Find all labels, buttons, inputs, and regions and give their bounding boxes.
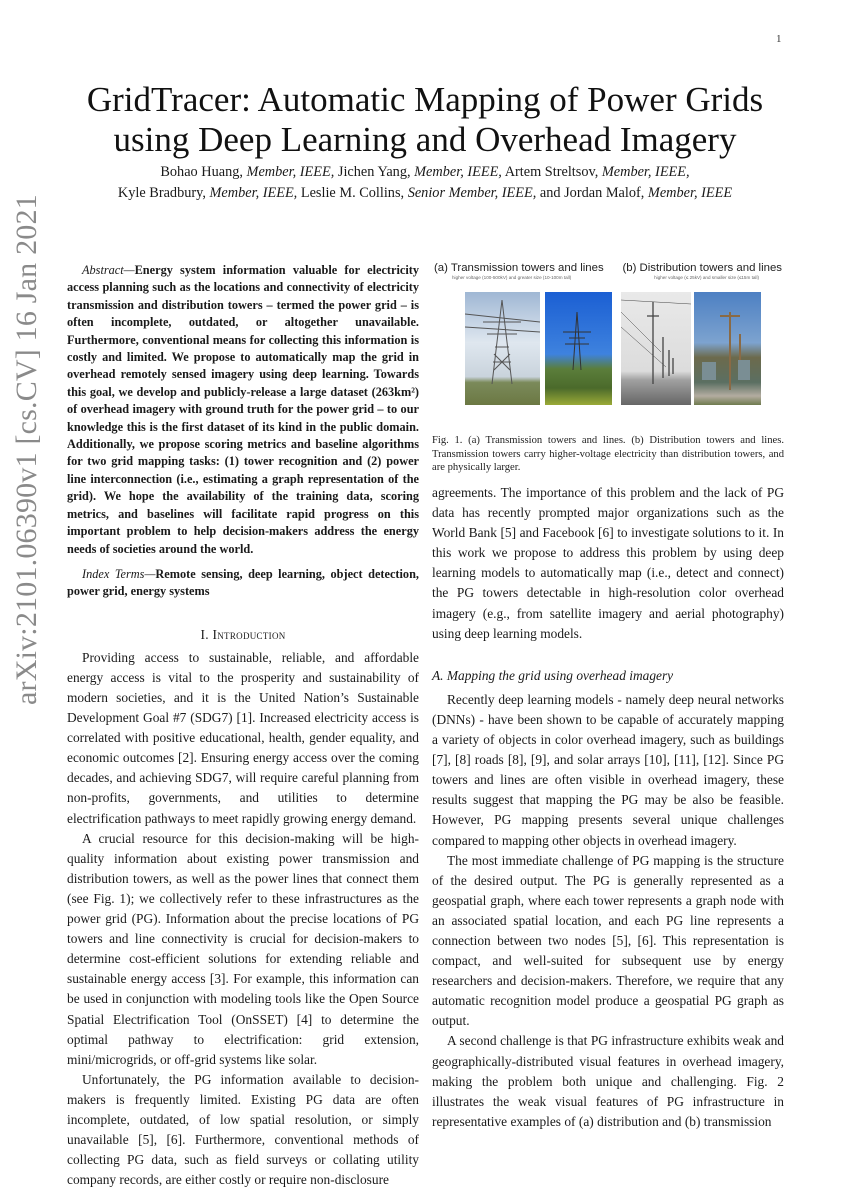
abstract — [67, 262, 419, 601]
author-affiliation: Senior Member, IEEE, — [407, 185, 537, 201]
paragraph: agreements. The importance of this problem and the lack of PG data has recently prompted major organizations such as the World Bank [5] and Facebook [6] to investigate solutions to it. In this work we propose to address this problem by using deep learning models to automatically map (i.e., detect and connect) the PG towers detectable in high-resolution color overhead imagery (e.g., from satellite imagery and aerial photography) using deep learning models. — [432, 485, 784, 641]
abstract-text: Energy system information valuable for electricity access planning such as the locations and connectivity of electricity transmission and distribution towers – termed the power grid – is often incomplete, outdated, or altogether unavailable. Furthermore, conventional means for collecting this information is costly and limited. We propose to automatically map the grid in overhead remotely sensed imagery using deep learning. Towards this goal, we develop and publicly-release a large dataset (263km²) of overhead imagery with ground truth for the power grid – to our knowledge this is the first dataset of its kind in the public domain. Additionally, we propose scoring metrics and baseline algorithms for two grid mapping tasks: (1) tower recognition and (2) power line interconnection (i.e., estimating a graph representation of the grid). We hope the availability of the training data, scoring metrics, and baselines will facilitate rapid progress on this important problem to help decision-makers address the energy needs of societies around the world. — [67, 263, 419, 556]
author: Bohao Huang, — [160, 164, 243, 180]
distribution-pole-photo-1 — [621, 292, 691, 405]
page-number: 1 — [776, 33, 782, 45]
figure-caption: Fig. 1. (a) Transmission towers and lines. (b) Distribution towers and lines. Transmission towers carry higher-voltage electricity than distribution towers, and are physically larger. — [432, 435, 784, 474]
title-line-2: using Deep Learning and Overhead Imagery — [113, 120, 737, 159]
transmission-tower-photo-2 — [545, 292, 612, 405]
paragraph: Providing access to sustainable, reliable, and affordable energy access is vital to the prosperity and sustainability of modern societies, and it is the United Nation’s Sustainable Development Goal #7 (SDG7) [1]. Increased electricity access is correlated with positive educational, health, gender equality, and economic outcomes [2]. Ensuring energy access over the coming decades, and achieving SDG7, will require careful planning from non-profits, governments, and utilities to determine electrification pathways to meet rapidly growing energy demand. — [67, 649, 419, 826]
transmission-tower-photo-1 — [465, 292, 540, 405]
author: Jichen Yang, — [337, 164, 411, 180]
right-column — [432, 483, 784, 1132]
paragraph: The most immediate challenge of PG mapping is the structure of the desired output. The PG is generally represented as a geospatial graph, where each tower represents a graph node with an associated spatial location, and each PG line represents a connection between two nodes [5], [6]. This representation is compact, and well-suited for subsequent use by energy researchers and decision-makers. Therefore, we require that any automatic recognition model produce a geospatial PG graph as output. — [432, 852, 784, 1029]
subsection-heading: A. Mapping the grid using overhead imagery — [432, 667, 674, 683]
figure-1 — [432, 262, 784, 475]
figure-panel-title-b: (b) Distribution towers and lines — [622, 262, 782, 274]
author-affiliation: Member, IEEE, — [601, 164, 690, 180]
author-affiliation: Member, IEEE, — [246, 164, 335, 180]
author-affiliation: Member, IEEE, — [209, 185, 298, 201]
paragraph: A crucial resource for this decision-making will be high-quality information about existing power transmission and distribution towers, as well as the power lines that connect them (see Fig. 1); we collectively refer to these infrastructures as the power grid (PG). Information about the precise locations of PG towers and line connectivity is crucial for decision-makers to determine cost-efficient solutions for extending reliable and sustainable energy access [3]. For example, this information can be used in conjunction with modeling tools like the Open Source Spatial Electrification Tool (OnSSET) [4] to determine the optimal pathway to electrification: grid extension, mini/microgrids, or off-grid systems like solar. — [67, 830, 419, 1067]
author-list — [60, 162, 790, 204]
author: and Jordan Malof, — [539, 185, 645, 201]
figure-panel-subtitle-a: higher voltage (100-500kV) and greater size (10-100m tall) — [452, 275, 572, 280]
index-terms-text: Remote sensing, deep learning, object detection, power grid, energy systems — [67, 566, 419, 599]
author-affiliation: Member, IEEE — [647, 185, 733, 201]
title-line-1: GridTracer: Automatic Mapping of Power Grids — [86, 80, 764, 119]
section-heading-introduction: I. Introduction — [200, 626, 286, 642]
author: Leslie M. Collins, — [300, 185, 405, 201]
figure-panel-title-a: (a) Transmission towers and lines — [434, 262, 604, 274]
index-terms-label: Index Terms— — [82, 566, 156, 581]
abstract-label: Abstract— — [82, 263, 135, 277]
figure-panel-subtitle-b: higher voltage (≤ 25kV) and smaller size (≤15m tall) — [654, 275, 759, 280]
left-column — [67, 262, 419, 1190]
paragraph: Recently deep learning models - namely deep neural networks (DNNs) - have been shown to be capable of accurately mapping a variety of objects in color overhead imagery, such as buildings [7], [8] roads [8], [9], and solar arrays [10], [11], [12]. Since PG towers and lines are often visible in overhead imagery, these results suggest that mapping the PG may be also be feasible. However, PG mapping presents several unique challenges compared to mapping other objects in overhead imagery. — [432, 691, 784, 848]
author-affiliation: Member, IEEE, — [414, 164, 502, 180]
figure-photos — [432, 284, 784, 404]
paragraph: A second challenge is that PG infrastructure exhibits weak and geographically-distributed visual features in overhead imagery, making the problem both unique and challenging. Fig. 2 illustrates the weak visual features of PG infrastructure in representative examples of (a) distribution and (b) transmission — [432, 1033, 784, 1129]
arxiv-stamp: arXiv:2101.06390v1 [cs.CV] 16 Jan 2021 — [10, 194, 43, 705]
paper-title — [60, 80, 790, 160]
paragraph: Unfortunately, the PG information available to decision-makers is frequently limited. Existing PG data are often incomplete, outdated, of low spatial resolution, or simply unavailable [5], [6]. Furthermore, conventional methods of collecting PG data, such as field surveys or collating utility company records, are either costly or require non-disclosure — [67, 1071, 419, 1188]
author: Kyle Bradbury, — [117, 185, 206, 201]
distribution-pole-photo-2 — [694, 292, 761, 405]
author: Artem Streltsov, — [504, 164, 599, 180]
